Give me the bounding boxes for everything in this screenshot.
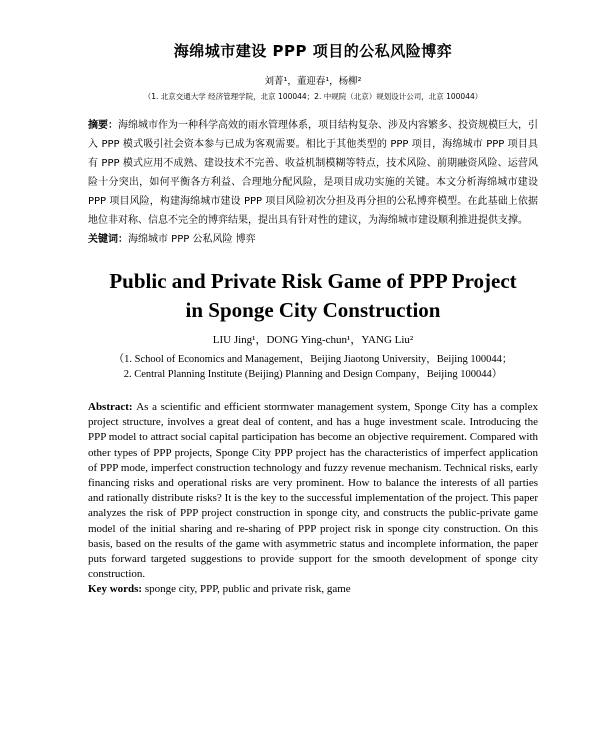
english-affiliations — [88, 352, 538, 382]
english-title-line-2: in Sponge City Construction — [185, 298, 441, 322]
english-keywords-label: Key words: — [88, 583, 145, 596]
english-title-line-1: Public and Private Risk Game of PPP Project — [109, 269, 517, 293]
chinese-keywords-text: 海绵城市 PPP 公私风险 博弈 — [128, 234, 256, 245]
chinese-authors: 刘菁¹，董迎春¹，杨柳² — [264, 76, 362, 87]
english-keywords — [88, 582, 538, 597]
chinese-keywords — [88, 230, 538, 249]
english-affiliation-2: 2. Central Planning Institute (Beijing) Planning and Design Company，Beijing 100044） — [123, 369, 503, 380]
chinese-affiliations: （1. 北京交通大学 经济管理学院，北京 100044；2. 中规院（北京）规划设计公司，北京 100044） — [143, 92, 483, 101]
chinese-abstract-label: 摘要： — [88, 120, 118, 131]
english-title — [88, 267, 538, 325]
english-authors: LIU Jing¹，DONG Ying-chun¹，YANG Liu² — [212, 334, 414, 346]
english-abstract — [88, 400, 538, 582]
english-abstract-text: As a scientific and efficient stormwater management system, Sponge City has a complex project structure, involves a great deal of content, and has a huge investment scale. Introducing the PPP model to attract social capital participation has become an objective requirement. Compared with other types of PPP projects, Sponge City PPP project has the characteristics of imperfect application of PPP mode, imperfect construction technology and fuzzy revenue mechanism. Technical risks, early financing risks and operational risks are very prominent. How to balance the interests of all parties and rationally distribute risks? It is the key to the successful implementation of the project. This paper analyzes the risk of PPP project construction in sponge city, and constructs the public-private game model of the initial sharing and re-sharing of PPP project risk in sponge city construction. On this basis, based on the results of the game with asymmetric status and incomplete information, the paper puts forward targeted suggestions to provide support for the smooth development of sponge city construction. — [88, 401, 538, 581]
english-affiliation-1: （1. School of Economics and Management，Beijing Jiaotong University，Beijing 100044； — [113, 354, 513, 365]
english-abstract-label: Abstract: — [88, 401, 137, 413]
chinese-keywords-label: 关键词： — [88, 234, 128, 245]
english-keywords-text: sponge city, PPP, public and private risk, game — [144, 583, 351, 596]
chinese-abstract — [88, 116, 538, 230]
chinese-abstract-text: 海绵城市作为一种科学高效的雨水管理体系，项目结构复杂、涉及内容繁多、投资规模巨大，引入 PPP 模式吸引社会资本参与已成为客观需要。相比于其他类型的 PPP 项目，海绵城市 PPP 项目具有 PPP 模式应用不成熟、建设技术不完善、收益机制模糊等特点，技术风险、前期融资风险、运营风险十分突出，如何平衡各方利益、合理地分配风险，是项目成功实施的关键。本文分析海绵城市建设 PPP 项目风险，构建海绵城市建设 PPP 项目风险初次分担及再分担的公私博弈模型。在此基础上依据地位非对称、信息不完全的博弈结果，提出具有针对性的建议，为海绵城市建设顺利推进提供支撑。 — [88, 120, 538, 226]
chinese-title: 海绵城市建设 PPP 项目的公私风险博弈 — [173, 42, 453, 60]
